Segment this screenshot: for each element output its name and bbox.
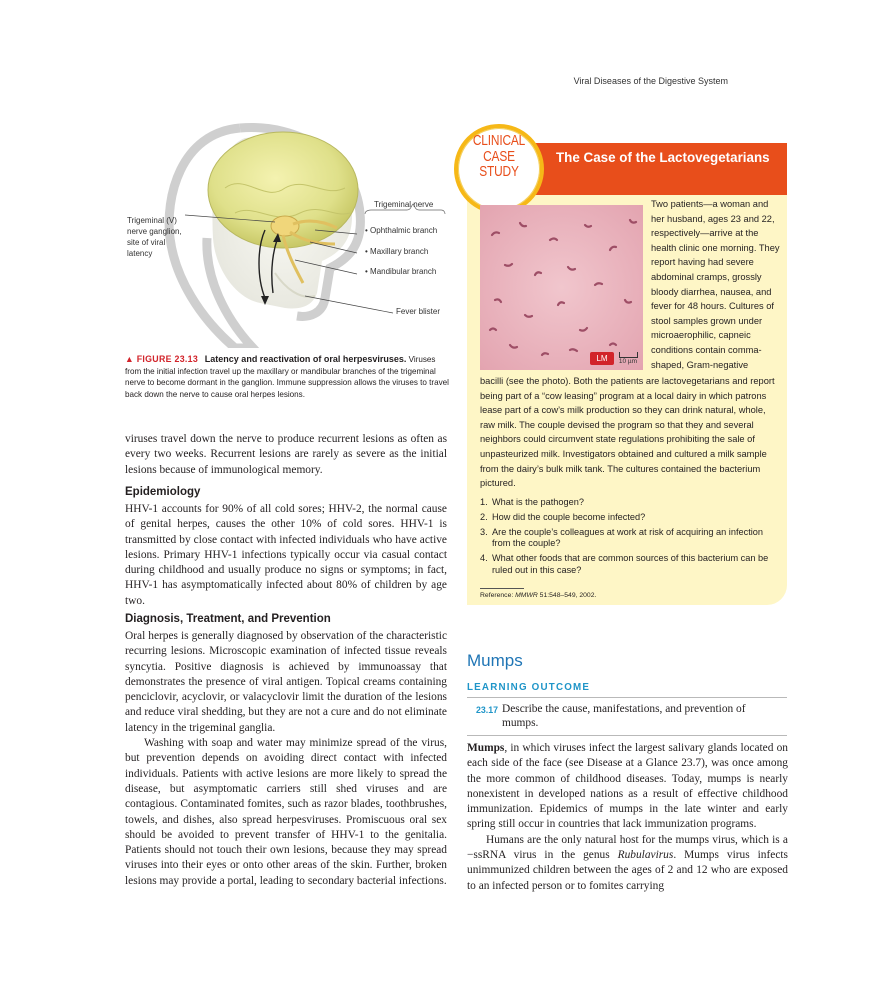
epidemiology-section (125, 486, 447, 609)
question-number: 3. (480, 526, 488, 537)
reference-rule (480, 588, 524, 589)
figure-number: ▲ FIGURE 23.13 (125, 354, 199, 364)
epidemiology-heading: Epidemiology (125, 486, 201, 498)
lm-label: LM (590, 352, 614, 365)
question-text: How did the couple become infected? (492, 511, 646, 522)
case-question (480, 553, 780, 577)
label-ganglion-line3: site of viral (127, 238, 166, 247)
case-full-text: bacilli (see the photo). Both the patients are lactovegetarians and report being part of a “cow leasing” program at a local dairy in which patrons lease part of a cow’s milk production so they can drink natural, whole, raw milk. The couple devised the program so that they and several neighbors could circumvent state regulations prohibiting the sale of unpasteurized milk. Investigators obtained and cultured a milk sample from the dairy’s bulk milk tank. The cultures contained the bacterium pictured. (480, 376, 775, 489)
diagnosis-section (125, 613, 447, 889)
mumps-body (467, 741, 788, 894)
mumps-term: Mumps (467, 742, 505, 754)
micrograph-image (480, 205, 643, 370)
label-ganglion-line2: nerve ganglion, (127, 227, 182, 236)
label-ganglion-line4: latency (127, 249, 153, 258)
case-questions (480, 497, 780, 580)
learning-outcome-rule-bottom (467, 735, 787, 736)
mumps-paragraph-2-text-a: Humans are the only natural host for the mumps virus, which is a −ssRNA virus in the genus (467, 833, 788, 862)
clinical-case-title: The Case of the Lactovegetarians (556, 150, 770, 165)
learning-outcome-rule-top (467, 697, 787, 698)
learning-outcome-number: 23.17 (476, 705, 499, 715)
diagnosis-heading: Diagnosis, Treatment, and Prevention (125, 613, 331, 625)
reference-journal: MMWR (515, 592, 538, 599)
mumps-paragraph-2-text-b: . Mumps virus infects unimmunized children between the ages of 2 and 12 who are exposed to an infected person or to fomites carrying (467, 849, 788, 892)
figure-title: Latency and reactivation of oral herpesviruses. (204, 354, 407, 364)
reference-label: Reference: (480, 592, 516, 599)
label-maxillary-branch: • Maxillary branch (365, 247, 429, 256)
badge-line-3: STUDY (479, 164, 519, 180)
mumps-heading: Mumps (467, 651, 523, 670)
question-text: Are the couple’s colleagues at work at risk of acquiring an infection from the couple? (492, 526, 764, 549)
reference-citation: 51:548–549, 2002. (537, 592, 597, 599)
figure-caption-text: Viruses from the initial infection travel up the maxillary or mandibular branches of the trigeminal nerve to become dormant in the ganglion. Immune suppression allows the viruses to travel back down the nerve to cause oral herpes lesions. (125, 355, 449, 399)
label-fever-blister: Fever blister (396, 307, 441, 316)
question-number: 4. (480, 553, 488, 564)
diagnosis-paragraph: Oral herpes is generally diagnosed by observation of the characteristic recurring lesions. Microscopic examination of infected tissue reveals syncytia. Positive diagnosis is achieved by immunoassay that demonstrates the presence of viral antigen. Topical creams containing penciclovir, acyclovir, or valacyclovir limit the duration of the lesions and reduce viral shedding, but they are not a cure and do not eliminate latency in the trigeminal ganglia. (125, 630, 447, 734)
prevention-paragraph: Washing with soap and water may minimize spread of the virus, but prevention depends on avoiding direct contact with infected individuals. Patients with active lesions are more likely to spread the disease, but asymptomatic carriers still shed viruses and are contagious. Contaminated fomites, such as razor blades, toothbrushes, towels, and dishes, also spread herpesviruses. Promiscuous oral sex should be avoided to prevent transfer of HHV-1 to the genitalia. Patients should not touch their own lesions, because they may spread viruses into their eyes or onto other areas of the skin. Further, broken lesions may provide a portal, leading to secondary bacterial infections. (125, 737, 447, 887)
left-column-intro (125, 432, 447, 478)
label-ganglion-line1: Trigeminal (V) (127, 216, 177, 225)
mumps-genus: Rubulavirus (617, 849, 674, 862)
mumps-paragraph-1-text: , in which viruses infect the largest salivary glands located on each side of the face (see Disease at a Glance 23.7), was once among the more common of childhood diseases. Today, mumps is nearly nonexistent in developed nations as a result of effective childhood immunization. Epidemics of mumps in the late winter and early spring still occur in countries that lack immunization programs. (467, 742, 788, 831)
scale-bar-label: 10 µm (618, 358, 638, 365)
question-text: What other foods that are common sources of this bacterium can be ruled out in this case? (492, 553, 769, 575)
question-number: 2. (480, 511, 488, 522)
label-mandibular-branch: • Mandibular branch (365, 267, 437, 276)
mumps-paragraph-2 (467, 833, 788, 894)
learning-outcome-item (476, 703, 781, 730)
question-text: What is the pathogen? (492, 497, 584, 507)
learning-outcome-heading: LEARNING OUTCOME (467, 682, 591, 693)
badge-line-1: CLINICAL (472, 133, 526, 149)
figure-23-13 (125, 118, 450, 348)
case-question (480, 497, 780, 509)
case-side-text: Two patients—a woman and her husband, ages 23 and 22, respectively—arrive at the health clinic one morning. They report having had severe abdominal cramps, grossly bloody diarrhea, nausea, and fever for 48 hours. Cultures of stool samples grown under microaerophilic, capneic conditions contain comma-shaped, Gram-negative (651, 199, 780, 370)
label-ophthalmic-branch: • Ophthalmic branch (365, 226, 438, 235)
case-question (480, 512, 780, 524)
question-number: 1. (480, 497, 488, 507)
mumps-paragraph-1 (467, 741, 788, 833)
running-head: Viral Diseases of the Digestive System (573, 76, 728, 86)
clinical-case-badge-text (462, 134, 536, 181)
case-question (480, 527, 780, 551)
figure-caption (125, 354, 450, 400)
epidemiology-paragraph: HHV-1 accounts for 90% of all cold sores; HHV-2, the normal cause of genital herpes, causes the other 10% of cold sores. HHV-1 is transmitted by close contact with infected individuals who have active lesions. Primary HHV-1 infections typically occur via casual contact during childhood and usually produce no signs or symptoms; in fact, HHV-1 has asymptomatically infected about 80% of children by age two. (125, 503, 447, 607)
learning-outcome-text: Describe the cause, manifestations, and prevention of mumps. (502, 703, 746, 729)
badge-line-2: CASE (483, 148, 515, 165)
intro-paragraph: viruses travel down the nerve to produce recurrent lesions as often as every two weeks. Recurrent lesions are rarely as severe as the initial lesions because of immunological memory. (125, 433, 447, 476)
case-reference (480, 592, 596, 599)
label-trigeminal-nerve: Trigeminal nerve (374, 200, 434, 209)
